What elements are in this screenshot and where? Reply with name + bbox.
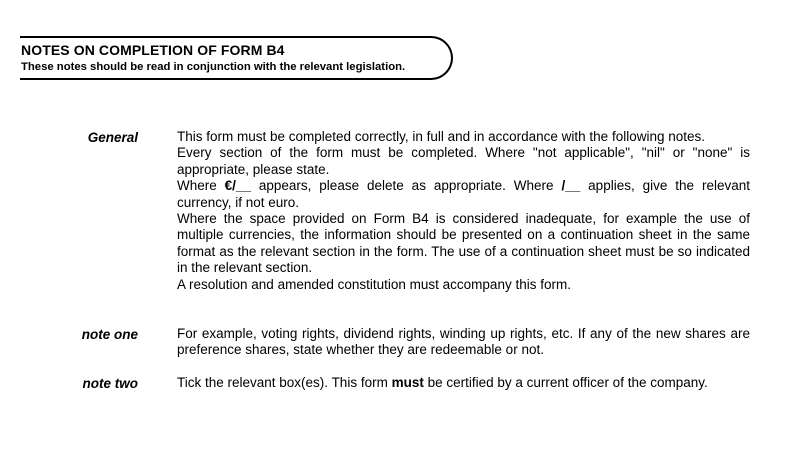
- general-paragraph-5: A resolution and amended constitution must accompany this form.: [177, 276, 571, 292]
- notes-header-box: [20, 36, 453, 80]
- note-one-body: For example, voting rights, dividend rights, winding up rights, etc. If any of the new shares are preference shares, state whether they are redeemable or not.: [177, 326, 750, 358]
- page-subtitle: These notes should be read in conjunction with the relevant legislation.: [21, 61, 406, 73]
- note-two-text-a: Tick the relevant box(es). This form: [177, 375, 392, 390]
- note-two-text-c: be certified by a current officer of the company.: [423, 375, 708, 390]
- general-label: General: [87, 130, 138, 145]
- note-two-emphasis: must: [391, 375, 424, 390]
- general-paragraph-3: [177, 178, 750, 211]
- general-body: [177, 129, 750, 293]
- note-one-label: note one: [81, 327, 138, 342]
- note-two-body: [177, 375, 750, 391]
- page-title: NOTES ON COMPLETION OF FORM B4: [21, 42, 285, 58]
- general-p3-text-e: applies, give the relevant currency, if not euro.: [177, 178, 750, 210]
- general-p3-text-c: appears, please delete as appropriate. Where: [250, 178, 562, 194]
- general-p3-currency-slash: /__: [561, 178, 581, 194]
- note-two-label: note two: [82, 376, 138, 391]
- general-paragraph-2: Every section of the form must be completed. Where "not applicable", "nil" or "none" is appropriate, please state.: [177, 145, 750, 177]
- general-paragraph-4: Where the space provided on Form B4 is considered inadequate, for example the use of multiple currencies, the information should be presented on a continuation sheet in the same format as the relevant section in the form. The use of a continuation sheet must be so indicated in the relevant section.: [177, 211, 750, 276]
- general-p3-text-a: Where: [177, 178, 225, 194]
- general-p3-currency-euro: €/__: [224, 178, 251, 194]
- general-paragraph-1: This form must be completed correctly, in full and in accordance with the following notes.: [177, 129, 705, 144]
